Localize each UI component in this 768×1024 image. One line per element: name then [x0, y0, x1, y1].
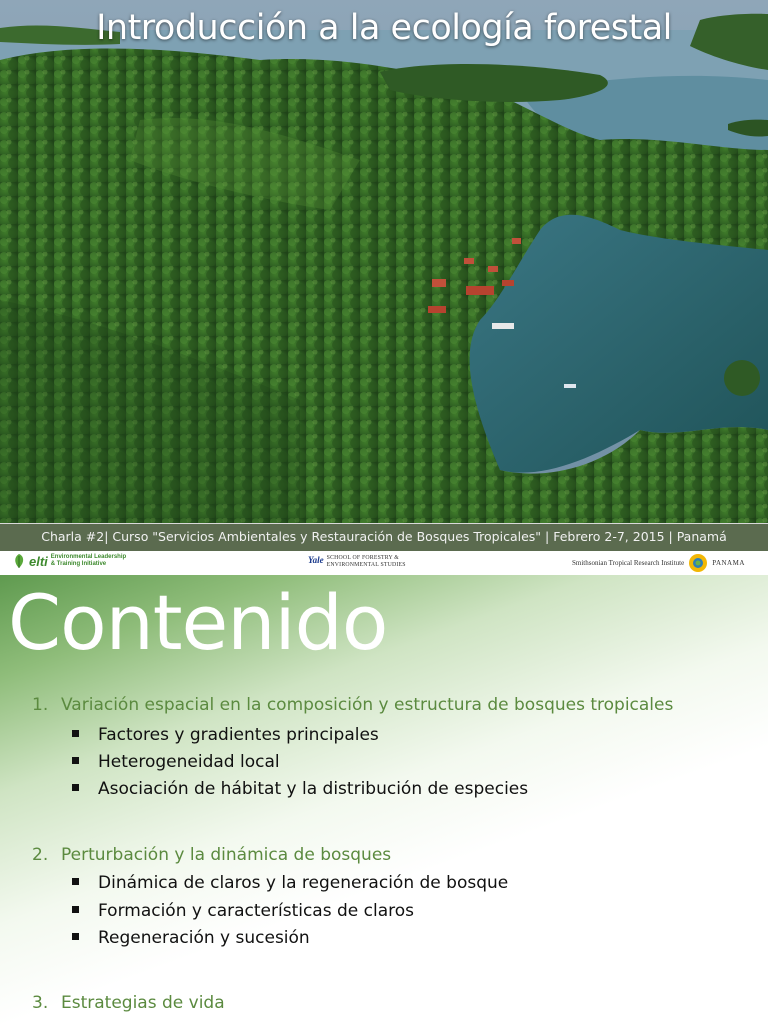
- yale-logo: [308, 555, 406, 569]
- stri-name: Smithsonian Tropical Research Institute: [572, 559, 685, 567]
- panama-wordmark: PANAMA: [712, 559, 745, 567]
- bullet-icon: [72, 730, 79, 737]
- section-number: 1.: [32, 695, 49, 715]
- section-title: Estrategias de vida: [61, 993, 225, 1013]
- section-heading: [32, 993, 225, 1013]
- yale-school-line1: SCHOOL OF FORESTRY &: [326, 555, 400, 561]
- presentation-title: Introducción a la ecología forestal: [96, 8, 672, 48]
- talk-caption: Charla #2| Curso "Servicios Ambientales y Restauración de Bosques Tropicales" | Febrero 2-7, 2015 | Panamá: [41, 529, 727, 544]
- elti-name-line1: Environmental Leadership: [50, 554, 127, 560]
- list-item-text: Heterogeneidad local: [98, 752, 280, 772]
- caption-bar: [0, 523, 768, 551]
- list-item: [72, 752, 280, 772]
- elti-logo: [12, 553, 126, 569]
- elti-name-line2: & Training Initiative: [50, 561, 107, 567]
- bullet-icon: [72, 784, 79, 791]
- stri-logo: [572, 553, 745, 573]
- leaf-icon: [12, 553, 26, 569]
- list-item-text: Asociación de hábitat y la distribución de especies: [98, 779, 529, 799]
- list-item: [72, 928, 310, 948]
- section-heading: [32, 695, 673, 715]
- list-item-text: Formación y características de claros: [98, 901, 414, 921]
- bullet-icon: [72, 933, 79, 940]
- contents-title: Contenido: [8, 578, 388, 667]
- list-item: [72, 901, 414, 921]
- yale-school-line2: ENVIRONMENTAL STUDIES: [326, 562, 406, 568]
- section-number: 3.: [32, 993, 49, 1013]
- list-item-text: Factores y gradientes principales: [98, 725, 379, 745]
- list-item-text: Regeneración y sucesión: [98, 928, 310, 948]
- sponsor-logo-bar: [0, 551, 768, 575]
- yale-wordmark: Yale: [308, 555, 324, 565]
- contents-slide: [0, 575, 768, 1024]
- section-title: Perturbación y la dinámica de bosques: [61, 845, 392, 865]
- sun-icon: [688, 553, 708, 573]
- bullet-icon: [72, 757, 79, 764]
- bullet-icon: [72, 878, 79, 885]
- list-item-text: Dinámica de claros y la regeneración de bosque: [98, 873, 509, 893]
- list-item: [72, 873, 508, 893]
- elti-wordmark: elti: [29, 553, 48, 569]
- section-title: Variación espacial en la composición y estructura de bosques tropicales: [61, 695, 674, 715]
- bullet-icon: [72, 906, 79, 913]
- section-heading: [32, 845, 391, 865]
- section-number: 2.: [32, 845, 49, 865]
- list-item: [72, 779, 528, 799]
- list-item: [72, 725, 379, 745]
